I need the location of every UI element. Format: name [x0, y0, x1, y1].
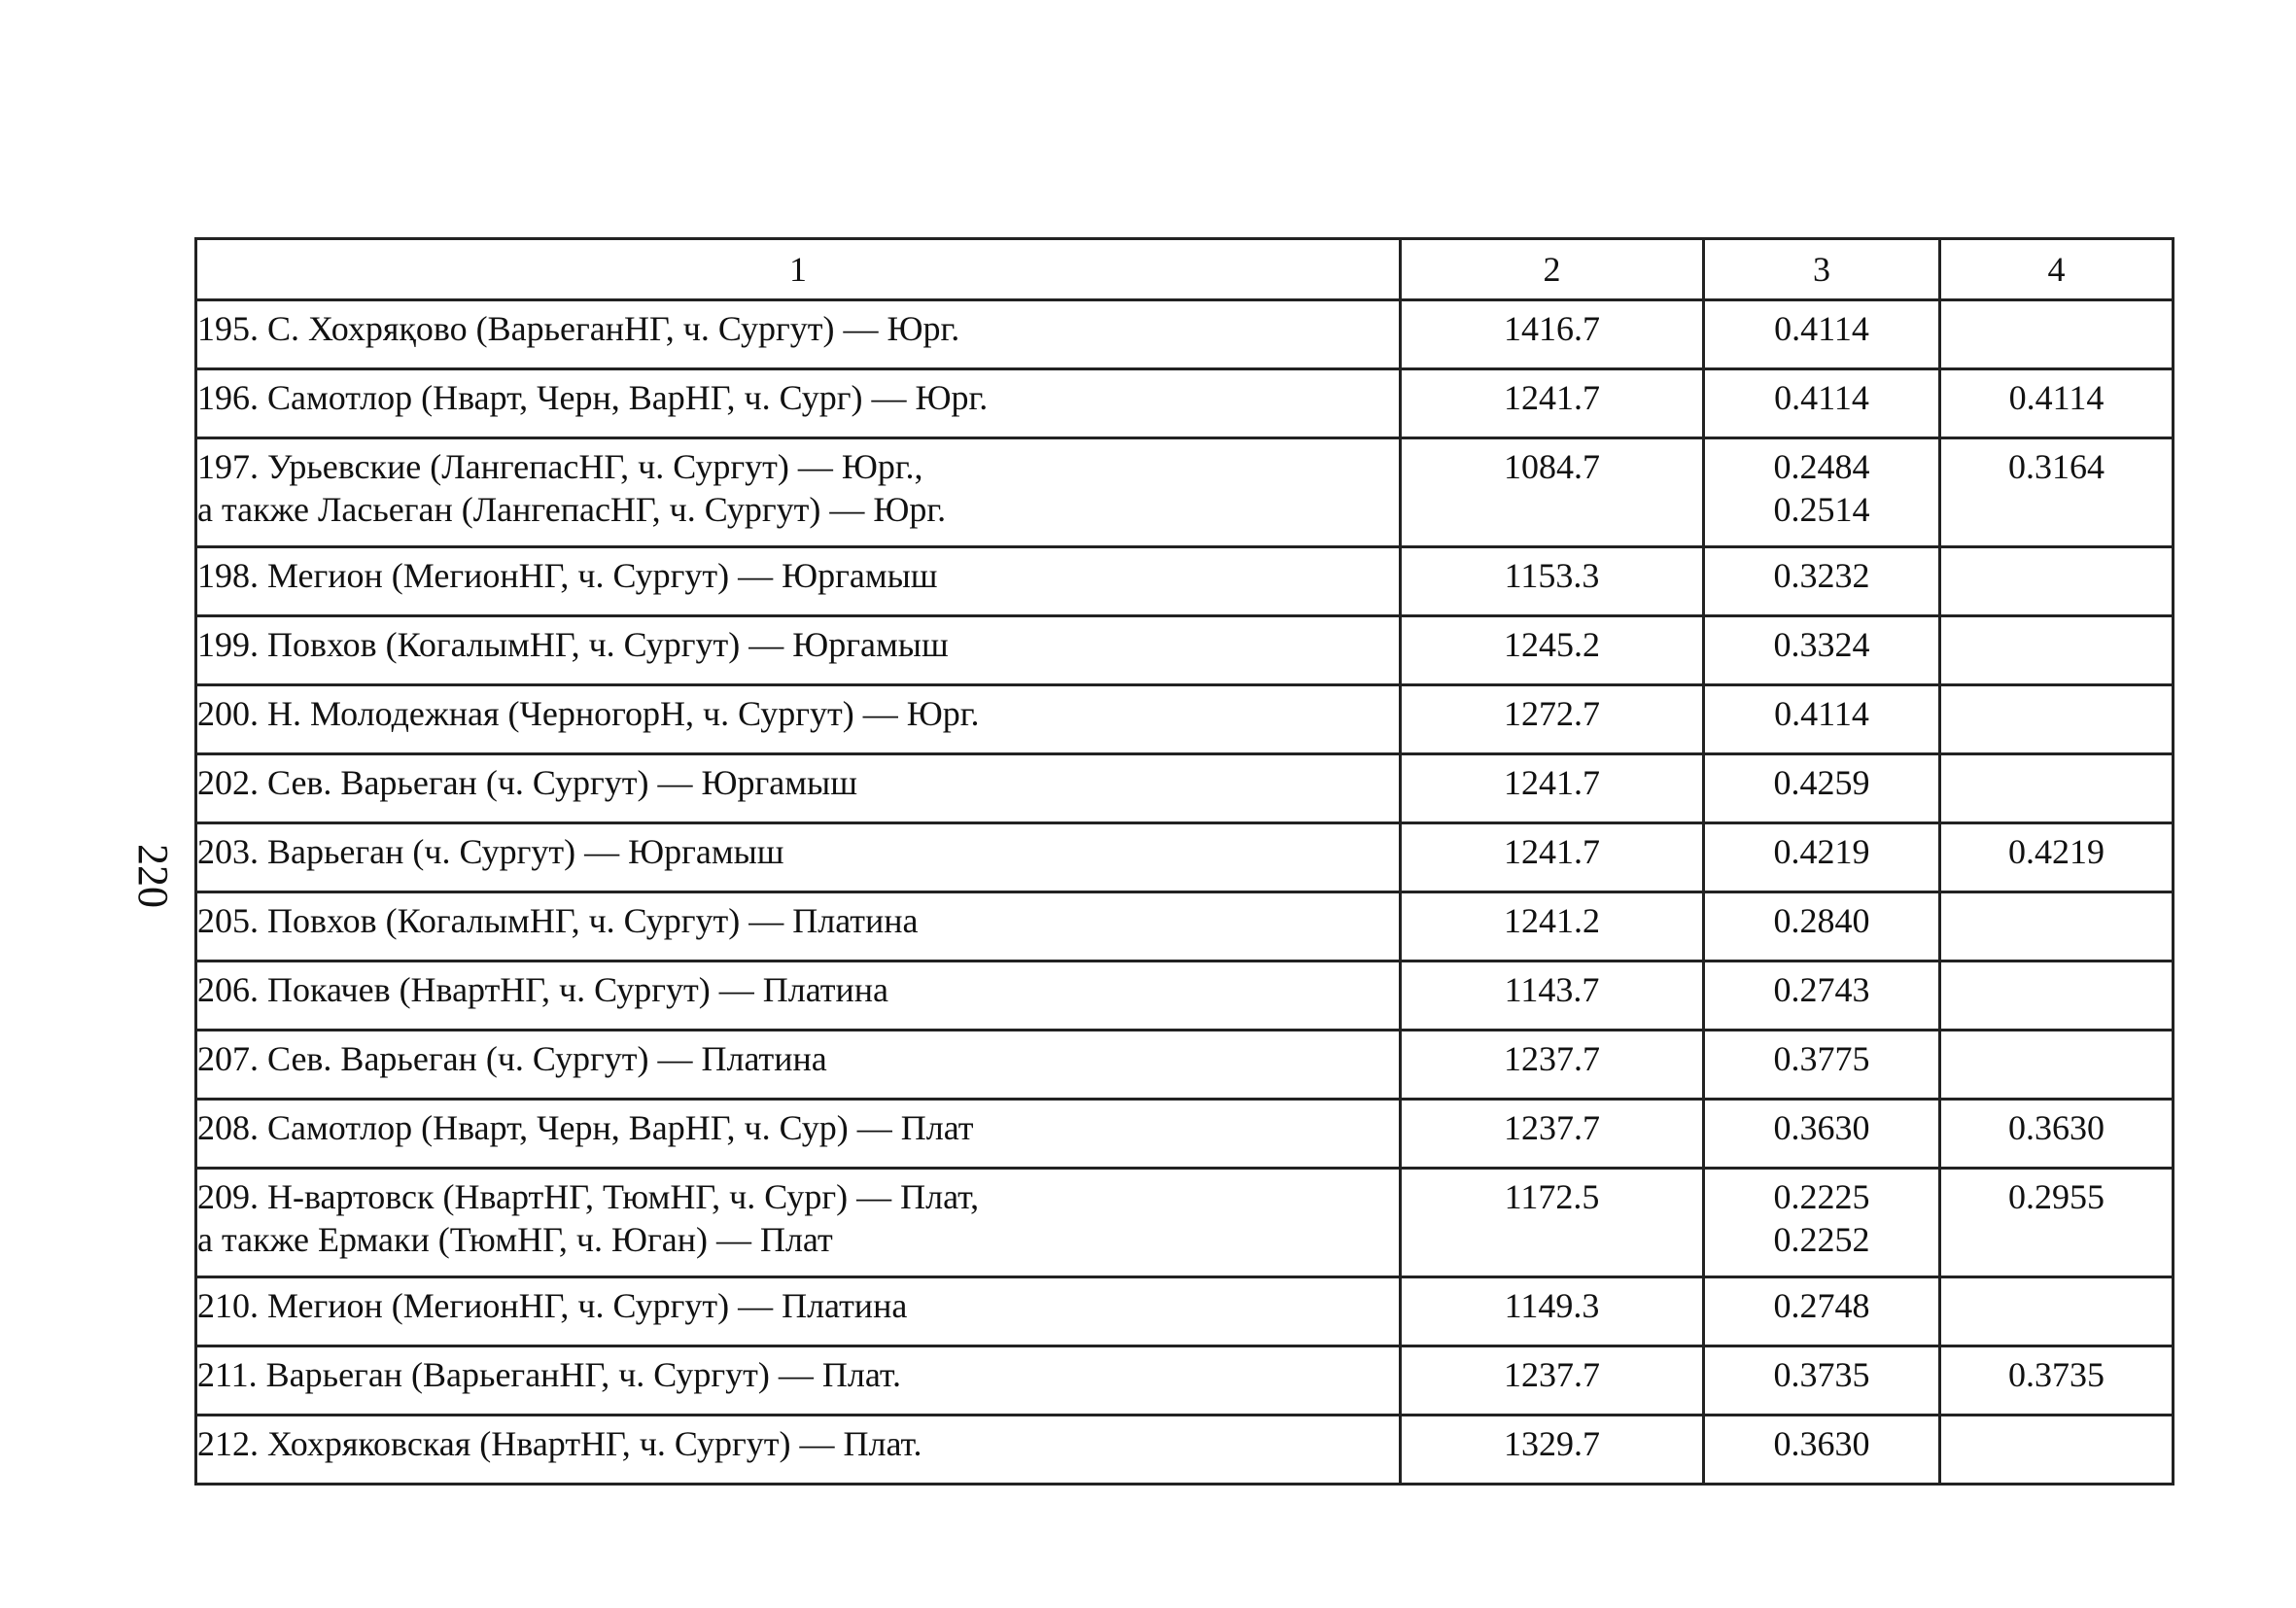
table-row — [196, 547, 2174, 616]
cell-col2: 1084.7 — [1401, 438, 1704, 547]
cell-col3-line: 0.2225 — [1773, 1177, 1870, 1216]
cell-col2: 1241.7 — [1401, 823, 1704, 892]
cell-col2: 1272.7 — [1401, 685, 1704, 754]
cell-col3 — [1704, 438, 1940, 547]
cell-col4 — [1940, 754, 2174, 823]
cell-name-line: 203. Варьеган (ч. Сургут) — Юргамыш — [197, 832, 784, 871]
cell-name — [196, 1277, 1401, 1346]
cell-col4 — [1940, 616, 2174, 685]
cell-col2: 1241.7 — [1401, 369, 1704, 438]
cell-name-line: 200. Н. Молодежная (ЧерногорН, ч. Сургут) — Юрг. — [197, 694, 980, 733]
cell-col3-line: 0.4259 — [1773, 763, 1870, 802]
cell-name — [196, 754, 1401, 823]
cell-col3-line: 0.4114 — [1774, 309, 1869, 348]
cell-col3-line: 0.2514 — [1773, 490, 1870, 529]
cell-col2: 1241.7 — [1401, 754, 1704, 823]
cell-name-line: 210. Мегион (МегионНГ, ч. Сургут) — Платина — [197, 1286, 908, 1325]
cell-name-line: 205. Повхов (КогалымНГ, ч. Сургут) — Платина — [197, 901, 919, 940]
cell-col3 — [1704, 685, 1940, 754]
cell-name-line: 198. Мегион (МегионНГ, ч. Сургут) — Юргамыш — [197, 556, 938, 595]
cell-name-line: 208. Самотлор (Нварт, Черн, ВарНГ, ч. Сур) — Плат — [197, 1108, 974, 1147]
cell-col3-line: 0.4114 — [1774, 378, 1869, 417]
cell-col4 — [1940, 300, 2174, 369]
cell-name — [196, 892, 1401, 961]
cell-name — [196, 547, 1401, 616]
cell-col3-line: 0.3232 — [1773, 556, 1870, 595]
table-row — [196, 438, 2174, 547]
cell-col4: 0.3735 — [1940, 1346, 2174, 1416]
table-header-row — [196, 239, 2174, 300]
cell-col3 — [1704, 1169, 1940, 1277]
page-number: 220 — [129, 844, 177, 908]
cell-name-line: 211. Варьеган (ВарьеганНГ, ч. Сургут) — Плат. — [197, 1355, 901, 1394]
cell-name — [196, 685, 1401, 754]
cell-col2: 1153.3 — [1401, 547, 1704, 616]
cell-col3 — [1704, 1346, 1940, 1416]
cell-col2: 1237.7 — [1401, 1100, 1704, 1169]
cell-col4: 0.2955 — [1940, 1169, 2174, 1277]
table-row — [196, 1031, 2174, 1100]
cell-col3 — [1704, 369, 1940, 438]
cell-name-line: 212. Хохряковская (НвартНГ, ч. Сургут) — Плат. — [197, 1424, 922, 1463]
cell-col3-line: 0.2748 — [1773, 1286, 1870, 1325]
cell-col3 — [1704, 1416, 1940, 1485]
cell-col4 — [1940, 892, 2174, 961]
cell-col4: 0.3630 — [1940, 1100, 2174, 1169]
cell-col3-line: 0.2743 — [1773, 970, 1870, 1009]
cell-name-line: а также Ермаки (ТюмНГ, ч. Юган) — Плат — [197, 1220, 833, 1259]
cell-name-line: 195. С. Хохряқово (ВарьеганНГ, ч. Сургут) — Юрг. — [197, 309, 960, 348]
cell-col2: 1245.2 — [1401, 616, 1704, 685]
cell-name-line: 197. Урьевские (ЛангепасНГ, ч. Сургут) — Юрг., — [197, 447, 923, 486]
table-row — [196, 961, 2174, 1031]
cell-name-line: 206. Покачев (НвартНГ, ч. Сургут) — Платина — [197, 970, 889, 1009]
table-row — [196, 616, 2174, 685]
cell-name-line: 207. Сев. Варьеган (ч. Сургут) — Платина — [197, 1039, 827, 1078]
table-row — [196, 754, 2174, 823]
cell-name — [196, 300, 1401, 369]
cell-col3-line: 0.3630 — [1773, 1424, 1870, 1463]
cell-col4 — [1940, 1416, 2174, 1485]
cell-name — [196, 1169, 1401, 1277]
table-row — [196, 369, 2174, 438]
cell-col2: 1172.5 — [1401, 1169, 1704, 1277]
cell-col3-line: 0.3324 — [1773, 625, 1870, 664]
cell-col2: 1416.7 — [1401, 300, 1704, 369]
table-row — [196, 685, 2174, 754]
cell-name — [196, 961, 1401, 1031]
cell-name — [196, 438, 1401, 547]
table-row — [196, 1416, 2174, 1485]
column-header: 4 — [1940, 239, 2174, 300]
table-row — [196, 1169, 2174, 1277]
table-row — [196, 823, 2174, 892]
cell-col3-line: 0.4219 — [1773, 832, 1870, 871]
cell-name-line: а также Ласьеган (ЛангепасНГ, ч. Сургут) — Юрг. — [197, 490, 947, 529]
cell-col2: 1241.2 — [1401, 892, 1704, 961]
table-row — [196, 1100, 2174, 1169]
cell-name — [196, 369, 1401, 438]
cell-col2: 1329.7 — [1401, 1416, 1704, 1485]
cell-col3-line: 0.2252 — [1773, 1220, 1870, 1259]
table-row — [196, 300, 2174, 369]
cell-col3 — [1704, 823, 1940, 892]
cell-name-line: 202. Сев. Варьеган (ч. Сургут) — Юргамыш — [197, 763, 857, 802]
cell-col4 — [1940, 961, 2174, 1031]
cell-col4: 0.3164 — [1940, 438, 2174, 547]
cell-col3 — [1704, 1277, 1940, 1346]
column-header: 3 — [1704, 239, 1940, 300]
cell-name — [196, 616, 1401, 685]
cell-col3 — [1704, 1100, 1940, 1169]
cell-col3 — [1704, 547, 1940, 616]
cell-col3 — [1704, 300, 1940, 369]
cell-col3-line: 0.3775 — [1773, 1039, 1870, 1078]
cell-name — [196, 1100, 1401, 1169]
cell-col3 — [1704, 892, 1940, 961]
cell-col4: 0.4219 — [1940, 823, 2174, 892]
data-table — [194, 237, 2174, 1486]
column-header: 1 — [196, 239, 1401, 300]
cell-col4 — [1940, 547, 2174, 616]
cell-col4 — [1940, 1031, 2174, 1100]
cell-col3-line: 0.3735 — [1773, 1355, 1870, 1394]
cell-col4 — [1940, 685, 2174, 754]
cell-col3 — [1704, 754, 1940, 823]
table-row — [196, 1277, 2174, 1346]
cell-name — [196, 823, 1401, 892]
cell-col3-line: 0.2840 — [1773, 901, 1870, 940]
cell-col2: 1149.3 — [1401, 1277, 1704, 1346]
cell-name-line: 209. Н-вартовск (НвартНГ, ТюмНГ, ч. Сург) — Плат, — [197, 1177, 980, 1216]
cell-col3-line: 0.2484 — [1773, 447, 1870, 486]
cell-col4 — [1940, 1277, 2174, 1346]
cell-col4: 0.4114 — [1940, 369, 2174, 438]
table-row — [196, 1346, 2174, 1416]
cell-col2: 1237.7 — [1401, 1346, 1704, 1416]
cell-col3-line: 0.4114 — [1774, 694, 1869, 733]
cell-name-line: 199. Повхов (КогалымНГ, ч. Сургут) — Юргамыш — [197, 625, 949, 664]
cell-name — [196, 1416, 1401, 1485]
column-header: 2 — [1401, 239, 1704, 300]
cell-col3 — [1704, 1031, 1940, 1100]
cell-col3 — [1704, 961, 1940, 1031]
cell-name — [196, 1346, 1401, 1416]
table-row — [196, 892, 2174, 961]
cell-name — [196, 1031, 1401, 1100]
cell-col2: 1237.7 — [1401, 1031, 1704, 1100]
cell-name-line: 196. Самотлор (Нварт, Черн, ВарНГ, ч. Сург) — Юрг. — [197, 378, 989, 417]
cell-col3-line: 0.3630 — [1773, 1108, 1870, 1147]
cell-col3 — [1704, 616, 1940, 685]
cell-col2: 1143.7 — [1401, 961, 1704, 1031]
